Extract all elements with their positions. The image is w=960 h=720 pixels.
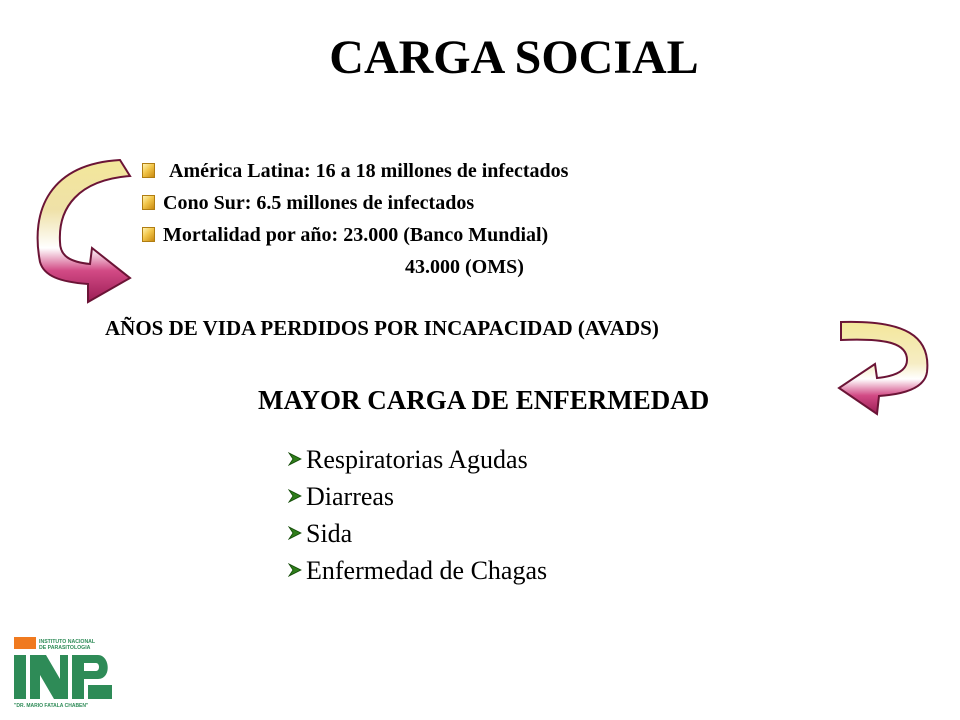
disease-label: Diarreas	[306, 482, 395, 511]
stat-southern-cone	[142, 192, 474, 215]
disease-label: Respiratorias Agudas	[306, 445, 528, 474]
mayor-carga-heading: MAYOR CARGA DE ENFERMEDAD	[258, 385, 710, 415]
avads-heading: AÑOS DE VIDA PERDIDOS POR INCAPACIDAD (AVADS)	[105, 316, 659, 340]
logo-line1: INSTITUTO NACIONAL	[39, 639, 96, 645]
slide-title: CARGA SOCIAL	[329, 31, 699, 84]
arrowhead-bullet-icon	[288, 452, 302, 466]
square-bullet-icon	[142, 195, 155, 210]
disease-label: Enfermedad de Chagas	[306, 556, 548, 585]
disease-item	[288, 519, 352, 549]
curved-arrow-left-icon	[20, 150, 140, 310]
arrowhead-bullet-icon	[288, 489, 302, 503]
disease-item	[288, 556, 547, 586]
inp-logo	[14, 635, 114, 710]
stat-text: América Latina: 16 a 18 millones de infectados	[169, 160, 569, 182]
logo-line3: "DR. MARIO FATALA CHABEN"	[14, 703, 89, 709]
square-bullet-icon	[142, 163, 155, 178]
stat-mortality	[142, 224, 548, 247]
disease-item	[288, 482, 394, 512]
stat-text: Mortalidad por año: 23.000 (Banco Mundial)	[163, 224, 549, 246]
arrowhead-bullet-icon	[288, 563, 302, 577]
disease-label: Sida	[306, 519, 353, 548]
curved-arrow-right-icon	[835, 318, 945, 418]
stat-text: Cono Sur: 6.5 millones de infectados	[163, 192, 475, 214]
stat-mortality-oms: 43.000 (OMS)	[405, 256, 524, 278]
stat-latin-america	[142, 160, 568, 183]
arrowhead-bullet-icon	[288, 526, 302, 540]
logo-line2: DE PARASITOLOGIA	[39, 645, 91, 651]
square-bullet-icon	[142, 227, 155, 242]
disease-item	[288, 445, 528, 475]
